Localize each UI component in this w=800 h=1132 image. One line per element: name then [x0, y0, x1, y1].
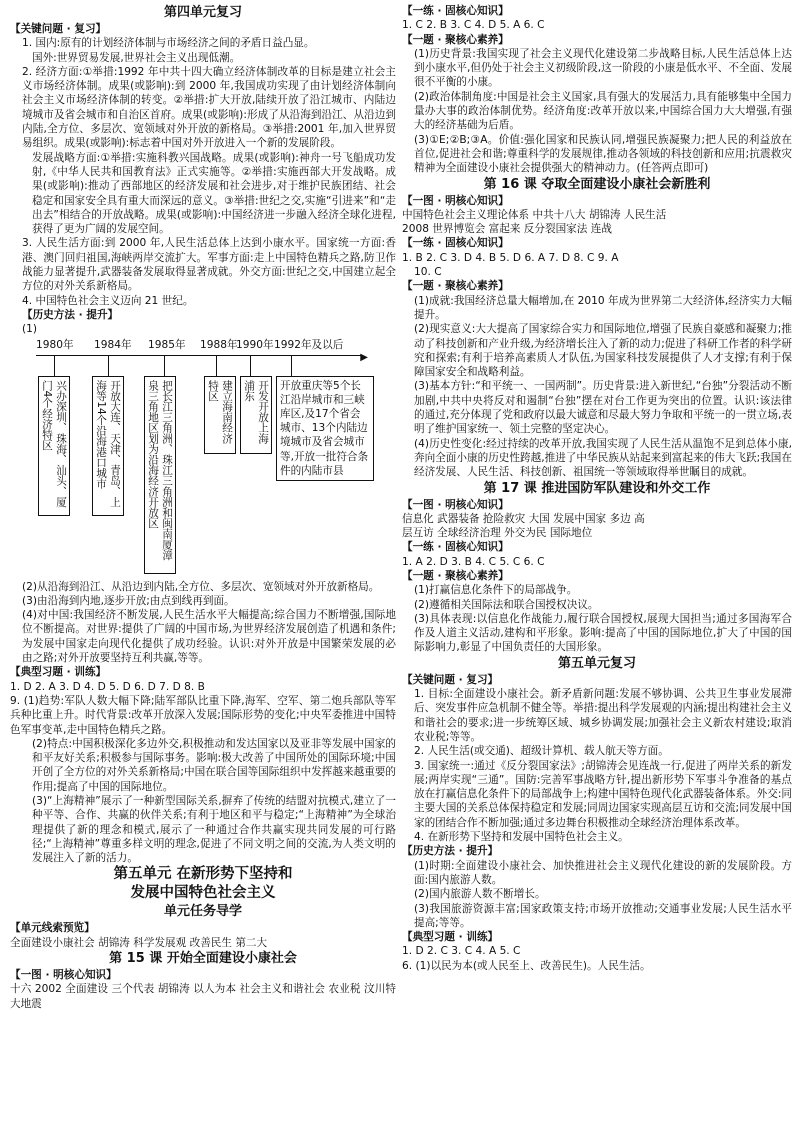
- lesson16-title: 第 16 课 夺取全面建设小康社会新胜利: [483, 176, 711, 192]
- timeline-connector: [164, 355, 165, 376]
- q4: 4. 中国特色社会主义迈向 21 世纪。: [22, 294, 194, 307]
- lesson17-q3: (3)具体表现:以信息化作战能力,履行联合国授权,展现大国担当;通过多国海军合作及人道主义活动,建构和平形象。影响:提高了中国的国际地位,扩大了中国的国际影响力,彰显了中国负责任的大国形象。: [414, 612, 792, 654]
- lesson16-q3: (3)基本方针:“和平统一、一国两制”。历史背景:进入新世纪,“台独”分裂活动不断加剧,中共中央将反对和遏制“台独”摆在对台工作更为突出的位置。认识:该法律的通过,充分体现了党和政府以最大诚意和尽最大努力争取和平统一的一贯立场,表明了维护国家统一、领土完整的坚定决心。: [414, 380, 792, 436]
- unit5-k4: 4. 在新形势下坚持和发展中国特色社会主义。: [414, 831, 629, 844]
- lesson17-question-header: 【一题 · 聚核心素养】: [402, 569, 509, 582]
- timeline-connector: [250, 355, 251, 376]
- q1-line2: 国外:世界贸易发展,世界社会主义出现低潮。: [32, 51, 241, 64]
- lesson16-keywords-1: 中国特色社会主义理论体系 中共十八大 胡锦涛 人民生活: [402, 208, 667, 221]
- timeline-box-1988: 建立海南经济特区: [204, 376, 236, 454]
- timeline-axis: [36, 355, 362, 356]
- timeline-connector: [291, 355, 292, 376]
- unit5-k2: 2. 人民生活(或交通)、超级计算机、载人航天等方面。: [414, 745, 669, 758]
- answer-9-2: (2)特点:中国积极深化多边外交,积极推动和发达国家以及亚非等发展中国家的和平友好关系;积极参与国际事务。影响:极大改善了中国所处的国际环境;中国开创了全方位的对外关系新格局;中国在联合国等国际组织中发挥越来越重要的作用;提高了中国的国际地位。: [32, 737, 396, 793]
- h1-label: (1): [22, 323, 38, 336]
- unit5-typical-answers: 1. D 2. C 3. C 4. A 5. C: [402, 945, 521, 958]
- timeline-box-1980: 兴办深圳、珠海、汕头、厦门4个经济特区: [38, 376, 70, 516]
- timeline-connector: [54, 355, 55, 376]
- key-question-header: 【关键问题 · 复习】: [10, 23, 107, 35]
- unit5-title-line2: 发展中国特色社会主义: [130, 885, 276, 902]
- unit5-typical-6: 6. (1)以民为本(或人民至上、改善民生)。人民生活。: [402, 959, 651, 972]
- lesson15-q3: (3)①E;②B;③A。价值:强化国家和民族认同,增强民族凝聚力;把人民的利益放在首位,促进社会和谐;尊重科学的发展规律,推动各领域的科技创新和应用;抗震救灾精神为全面建设小康社会提供强大的精神动力。(任答两点即可): [414, 133, 792, 175]
- unit-preview-header: 【单元线索预览】: [10, 922, 95, 935]
- lesson15-q2: (2)政治体制角度:中国是社会主义国家,具有强大的发展活力,具有能够集中全国力量办大事的政治体制优势。经济角度:改革开放以来,中国综合国力大大增强,有强大的经济基础为后盾。: [414, 90, 792, 132]
- q2-economy: 2. 经济方面:①举措:1992 年中共十四大确立经济体制改革的目标是建立社会主义市场经济体制。成果(或影响):到 2000 年,我国成功实现了由计划经济体制向社会主义市场经济体制的转变。②举措:扩大开放,陆续开放了沿江城市、内陆边境城市及省会城市和自治区首府。成果(或影响):形成了从沿海到沿江、从沿边到内陆,全方位、多层次、宽领域对外开放的新格局。③举措:2001 年,加入世界贸易组织。成果(或影响):标志着中国对外开放进入一个新的发展阶段。: [22, 65, 396, 150]
- unit4-review-title: 第四单元复习: [163, 5, 242, 20]
- right-column: [402, 4, 792, 973]
- lesson17-keywords-1: 信息化 武器装备 抢险救灾 大国 发展中国家 多边 高: [402, 512, 645, 525]
- unit-preview-line: 全面建设小康社会 胡锦涛 科学发展观 改善民生 第二大: [10, 936, 268, 949]
- lesson15-practice-header: 【一练 · 固核心知识】: [402, 5, 509, 17]
- timeline-box-1990: 开发开放上海浦东: [240, 376, 272, 454]
- unit5-title-line1: 第五单元 在新形势下坚持和: [113, 866, 293, 883]
- q3-people: 3. 人民生活方面:到 2000 年,人民生活总体上达到小康水平。国家统一方面:香港、澳门回归祖国,海峡两岸交流扩大。军事方面:走上中国特色精兵之路,防卫作战能力显著提升,武器装备发展取得显著成就。外交方面:世纪之交,中国建立起全方位的对外关系新格局。: [22, 237, 396, 293]
- unit5-hm2: (2)国内旅游人数不断增长。: [414, 888, 546, 901]
- unit5-k3: 3. 国家统一:通过《反分裂国家法》;胡锦涛会见连战一行,促进了两岸关系的新发展;两岸实现“三通”。国防:完善军事战略方针,提出新形势下军事斗争准备的基点放在打赢信息化条件下的局部战争上;构建中国特色现代化武器装备体系。外交:同主要大国的关系总体保持稳定和发展;同周边国家实现高层互访和交流;同发展中国家的团结合作不断加强;通过多边舞台积极推动全球经济治理体系改革。: [414, 759, 792, 829]
- h2: (2)从沿海到沿江、从沿边到内陆,全方位、多层次、宽领域对外开放新格局。: [22, 580, 380, 593]
- lesson17-keywords-2: 层互访 全球经济治理 外交为民 国际地位: [402, 527, 593, 540]
- history-method-header: 【历史方法 · 提升】: [22, 308, 119, 321]
- unit5-typical-header: 【典型习题 · 训练】: [402, 931, 499, 944]
- lesson16-q4: (4)历史性变化:经过持续的改革开放,我国实现了人民生活从温饱不足到总体小康,奔向全面小康的历史性跨越,推进了中华民族从站起来到富起来的伟大飞跃;我国在经济发展、人民生活、科技创新、祖国统一等领域取得举世瞩目的成就。: [414, 437, 792, 479]
- left-column: [10, 4, 396, 1011]
- timeline-connector: [216, 355, 217, 376]
- lesson15-practice-answers: 1. C 2. B 3. C 4. D 5. A 6. C: [402, 19, 545, 32]
- lesson17-figure-header: 【一图 · 明核心知识】: [402, 498, 509, 511]
- unit5-hm3: (3)我国旅游资源丰富;国家政策支持;市场开放推动;交通事业发展;人民生活水平提高;等等。: [414, 902, 792, 929]
- timeline-year: 1984年: [94, 338, 132, 351]
- unit5-history-method-header: 【历史方法 · 提升】: [402, 845, 499, 858]
- lesson16-figure-header: 【一图 · 明核心知识】: [402, 194, 509, 207]
- q1-line1: 1. 国内:原有的计划经济体制与市场经济之间的矛盾日益凸显。: [22, 37, 315, 50]
- timeline-box-1985: 把长江三角洲、珠江三角洲和闽南厦漳泉三角地区划为沿海经济开放区: [144, 376, 176, 574]
- unit5-key-question-header: 【关键问题 · 复习】: [402, 673, 499, 686]
- unit5-k1: 1. 目标:全面建设小康社会。新矛盾新问题:发展不够协调、公共卫生事业发展滞后、突发事件应急机制不健全等。举措:提出科学发展观的内涵;提出构建社会主义和谐社会的要求;进一步统筹区域、城乡协调发展;加强社会主义新农村建设;取消农业税;等等。: [414, 688, 792, 743]
- lesson16-q1: (1)成就:我国经济总量大幅增加,在 2010 年成为世界第二大经济体,经济实力大幅提升。: [414, 294, 792, 321]
- lesson16-practice-header: 【一练 · 固核心知识】: [402, 237, 509, 250]
- lesson16-question-header: 【一题 · 聚核心素养】: [402, 280, 509, 293]
- h4: (4)对中国:我国经济不断发展,人民生活水平大幅提高;综合国力不断增强,国际地位不断提高。对世界:提供了广阔的中国市场,为世界经济发展创造了机遇和条件;为发展中国家走向现代化提供了成功经验。认识:对外开放是中国繁荣发展的必由之路;对外开放要坚持互利共赢,等等。: [22, 609, 396, 665]
- timeline-arrow-icon: ▶: [360, 351, 368, 363]
- lesson16-practice-answers-2: 10. C: [414, 266, 442, 279]
- unit5-review-title: 第五单元复习: [557, 655, 636, 671]
- lesson17-q1: (1)打赢信息化条件下的局部战争。: [414, 584, 578, 597]
- answers-1-8: 1. D 2. A 3. D 4. D 5. D 6. D 7. D 8. B: [10, 680, 205, 693]
- timeline-box-1992: 开放重庆等5个长江沿岸城市和三峡库区,及17个省会城市、13个内陆边境城市及省会城市等,开放一批符合条件的内陆市县: [276, 376, 374, 481]
- lesson15-figure-header: 【一图 · 明核心知识】: [10, 969, 117, 982]
- lesson15-keywords: 十六 2002 全面建设 三个代表 胡锦涛 以人为本 社会主义和谐社会 农业税 汶川特大地震: [10, 983, 396, 1010]
- lesson15-question-header: 【一题 · 聚核心素养】: [402, 33, 509, 46]
- answer-9-3: (3)“上海精神”展示了一种新型国际关系,摒弃了传统的结盟对抗模式,建立了一种平等、合作、共赢的伙伴关系;有利于地区和平与稳定;“上海精神”为全球治理提供了新的理念和模式,展示了一种通过合作共赢实现共同发展的可行路径;“上海精神”尊重多样文明的理念,促进了不同文明之间的交流,为人类文明的发展注入了新的活力。: [32, 794, 396, 865]
- lesson17-practice-answers: 1. A 2. D 3. B 4. C 5. C 6. C: [402, 555, 545, 568]
- lesson15-title: 第 15 课 开始全面建设小康社会: [109, 951, 297, 967]
- timeline-year: 1990年: [236, 338, 274, 351]
- typical-exercise-header: 【典型习题 · 训练】: [10, 666, 107, 679]
- lesson17-practice-header: 【一练 · 固核心知识】: [402, 541, 509, 554]
- unit5-hm1: (1)时期:全面建设小康社会、加快推进社会主义现代化建设的新的发展阶段。方面:国内旅游人数。: [414, 859, 792, 886]
- timeline-year: 1985年: [148, 338, 186, 351]
- timeline-box-1984: 开放大连、天津、青岛、上海等14个沿海港口城市: [92, 376, 124, 516]
- lesson17-q2: (2)遵循相关国际法和联合国授权决议。: [414, 598, 599, 611]
- answer-9-1: 9. (1)趋势:军队人数大幅下降;陆军部队比重下降,海军、空军、第二炮兵部队等军兵种比重上升。时代背景:改革开放深入发展;国际形势的变化;中央军委推进中国特色军事变革,走中国特色精兵之路。: [10, 694, 396, 736]
- h3: (3)由沿海到内地,逐步开放;由点到线再到面。: [22, 594, 235, 607]
- unit5-subtitle: 单元任务导学: [163, 904, 242, 920]
- lesson16-practice-answers-1: 1. B 2. C 3. D 4. B 5. D 6. A 7. D 8. C 9. A: [402, 251, 619, 264]
- timeline-year: 1992年及以后: [274, 338, 344, 351]
- q2-strategy: 发展战略方面:①举措:实施科教兴国战略。成果(或影响):神舟一号飞船成功发射,《中华人民共和国教育法》正式实施等。②举措:实施西部大开发战略。成果(或影响):推动了西部地区的经济发展和社会进步,对于维护民族团结、社会稳定和国家安全具有重大而深远的意义。③举措:世纪之交,实施“引进来”和“走出去”相结合的开放战略。成果(或影响):中国经济进一步融入经济全球化进程,获得了更为广阔的发展空间。: [32, 151, 396, 236]
- timeline-year: 1980年: [36, 338, 74, 351]
- timeline-connector: [108, 355, 109, 376]
- lesson16-keywords-2: 2008 世界博览会 富起来 反分裂国家法 连战: [402, 223, 612, 236]
- lesson16-q2: (2)现实意义:大大提高了国家综合实力和国际地位,增强了民族自豪感和凝聚力;推动了科技创新和产业升级,为经济增长注入了新的动力;促进了科研工作者的科学研究和探索;有利于培养高素质人才队伍,为国家科技发展提供了人才支撑;有利于保障国家安全和战略利益。: [414, 323, 792, 379]
- timeline-year: 1988年: [200, 338, 238, 351]
- opening-timeline: [36, 338, 396, 578]
- lesson15-q1: (1)历史背景:我国实现了社会主义现代化建设第二步战略目标,人民生活总体上达到小康水平,但仍处于社会主义初级阶段,这一阶段的小康是低水平、不全面、发展很不平衡的小康。: [414, 47, 792, 89]
- lesson17-title: 第 17 课 推进国防军队建设和外交工作: [483, 480, 711, 496]
